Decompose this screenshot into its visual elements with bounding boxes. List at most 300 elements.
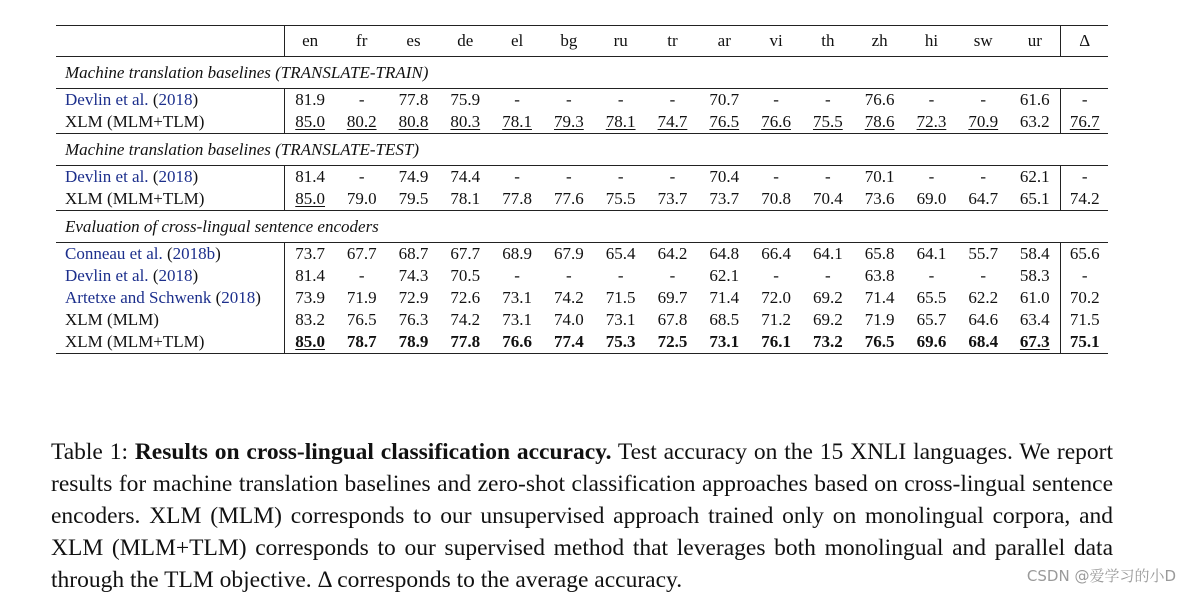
accuracy-value: - (773, 90, 779, 109)
value-cell (698, 287, 750, 309)
accuracy-value: 69.2 (812, 310, 843, 329)
accuracy-value: 77.8 (398, 90, 429, 109)
accuracy-value: - (773, 266, 779, 285)
accuracy-value: - (669, 167, 676, 186)
accuracy-value: 67.3 (1019, 332, 1050, 351)
value-cell (802, 265, 854, 287)
accuracy-value: 76.5 (864, 332, 895, 351)
citation-year[interactable]: 2018 (158, 266, 193, 285)
value-cell (802, 166, 854, 189)
value-cell (1009, 188, 1061, 211)
header-cell: sw (957, 26, 1009, 57)
value-cell (854, 188, 906, 211)
value-cell (595, 309, 647, 331)
value-cell (957, 265, 1009, 287)
accuracy-value: 64.1 (812, 244, 843, 263)
table-row (56, 188, 1108, 211)
accuracy-value: 74.2 (554, 288, 584, 307)
citation-year[interactable]: 2018 (158, 167, 193, 186)
value-cell (906, 331, 958, 354)
accuracy-value: 72.5 (657, 332, 688, 351)
value-cell (1061, 287, 1108, 309)
accuracy-value: 79.5 (398, 189, 429, 208)
header-cell: hi (906, 26, 958, 57)
watermark: CSDN @爱学习的小D (1026, 567, 1176, 585)
accuracy-value: - (773, 167, 779, 186)
value-cell (439, 309, 491, 331)
header-cell: ru (595, 26, 647, 57)
accuracy-value: - (566, 266, 572, 285)
accuracy-value: - (825, 167, 831, 186)
section-title: Evaluation of cross-lingual sentence encoders (56, 211, 1108, 243)
value-cell (647, 166, 699, 189)
value-cell (491, 166, 543, 189)
accuracy-value: - (514, 167, 520, 186)
value-cell (543, 166, 595, 189)
value-cell (491, 309, 543, 331)
table-row (56, 287, 1108, 309)
accuracy-value: 58.3 (1019, 266, 1050, 285)
value-cell (957, 166, 1009, 189)
value-cell (698, 188, 750, 211)
accuracy-value: 74.7 (657, 112, 688, 131)
value-cell (698, 309, 750, 331)
value-cell (336, 111, 388, 134)
accuracy-value: 69.7 (657, 288, 688, 307)
accuracy-value: 71.5 (605, 288, 636, 307)
value-cell (595, 111, 647, 134)
accuracy-value: 73.9 (295, 288, 326, 307)
accuracy-value: 61.0 (1019, 288, 1050, 307)
value-cell (698, 166, 750, 189)
accuracy-value: 78.9 (398, 332, 429, 351)
accuracy-value: 64.1 (916, 244, 947, 263)
value-cell (698, 331, 750, 354)
citation-authors[interactable]: Devlin et al. (65, 90, 149, 109)
accuracy-value: 69.0 (916, 189, 947, 208)
section-row (56, 211, 1108, 243)
accuracy-value: - (566, 90, 572, 109)
accuracy-value: 79.3 (554, 112, 584, 131)
row-label: XLM (MLM+TLM) (56, 331, 284, 354)
value-cell (854, 166, 906, 189)
value-cell (750, 166, 802, 189)
value-cell (491, 331, 543, 354)
accuracy-value: 75.5 (605, 189, 636, 208)
accuracy-value: 73.2 (812, 332, 843, 351)
accuracy-value: - (825, 266, 831, 285)
header-row (56, 26, 1108, 57)
value-cell (957, 331, 1009, 354)
value-cell (854, 265, 906, 287)
citation-authors[interactable]: Devlin et al. (65, 266, 149, 285)
accuracy-value: 70.1 (864, 167, 895, 186)
value-cell (284, 243, 336, 266)
accuracy-value: 80.2 (346, 112, 377, 131)
row-label: Devlin et al. (2018) (56, 166, 284, 189)
value-cell (1009, 309, 1061, 331)
accuracy-value: - (980, 266, 987, 285)
value-cell (388, 287, 440, 309)
accuracy-value: 85.0 (295, 112, 326, 131)
value-cell (543, 331, 595, 354)
accuracy-value: 73.6 (864, 189, 895, 208)
accuracy-value: 76.1 (761, 332, 791, 351)
header-cell: Δ (1061, 26, 1108, 57)
accuracy-value: 70.2 (1069, 288, 1100, 307)
accuracy-value: 72.9 (398, 288, 429, 307)
accuracy-value: - (669, 90, 676, 109)
value-cell (750, 287, 802, 309)
value-cell (906, 265, 958, 287)
value-cell (595, 265, 647, 287)
accuracy-value: 77.8 (450, 332, 481, 351)
accuracy-value: 74.2 (450, 310, 481, 329)
accuracy-value: 74.2 (1069, 189, 1100, 208)
accuracy-value: 76.5 (709, 112, 740, 131)
accuracy-value: 75.9 (450, 90, 481, 109)
accuracy-value: 70.9 (968, 112, 999, 131)
accuracy-value: 78.1 (450, 189, 481, 208)
accuracy-value: 65.7 (916, 310, 947, 329)
accuracy-value: - (980, 167, 987, 186)
value-cell (906, 89, 958, 112)
header-cell: ar (698, 26, 750, 57)
value-cell (802, 89, 854, 112)
value-cell (698, 243, 750, 266)
value-cell (750, 265, 802, 287)
accuracy-value: 63.4 (1019, 310, 1050, 329)
accuracy-value: 71.4 (864, 288, 895, 307)
value-cell (647, 331, 699, 354)
accuracy-value: - (669, 266, 676, 285)
value-cell (1061, 309, 1108, 331)
accuracy-value: 76.3 (398, 310, 429, 329)
accuracy-value: 63.8 (864, 266, 895, 285)
accuracy-value: 74.3 (398, 266, 429, 285)
value-cell (439, 188, 491, 211)
citation-authors[interactable]: Devlin et al. (65, 167, 149, 186)
value-cell (595, 331, 647, 354)
value-cell (1009, 243, 1061, 266)
accuracy-value: 81.9 (295, 90, 326, 109)
value-cell (906, 188, 958, 211)
value-cell (854, 287, 906, 309)
accuracy-value: 67.9 (554, 244, 584, 263)
accuracy-value: - (358, 266, 365, 285)
value-cell (802, 188, 854, 211)
value-cell (491, 243, 543, 266)
value-cell (698, 111, 750, 134)
accuracy-value: 70.5 (450, 266, 481, 285)
value-cell (750, 89, 802, 112)
accuracy-value: 71.4 (709, 288, 740, 307)
value-cell (439, 111, 491, 134)
section-title: Machine translation baselines (TRANSLATE-TEST) (56, 134, 1108, 166)
accuracy-value: 67.8 (657, 310, 688, 329)
value-cell (750, 309, 802, 331)
header-cell: bg (543, 26, 595, 57)
value-cell (1061, 111, 1108, 134)
table-row (56, 309, 1108, 331)
header-corner (56, 26, 284, 57)
accuracy-value: 63.2 (1019, 112, 1050, 131)
accuracy-value: 68.7 (398, 244, 429, 263)
accuracy-value: - (617, 266, 624, 285)
value-cell (698, 265, 750, 287)
value-cell (595, 166, 647, 189)
value-cell (284, 331, 336, 354)
value-cell (698, 89, 750, 112)
row-label: Artetxe and Schwenk (2018) (56, 287, 284, 309)
value-cell (1061, 188, 1108, 211)
value-cell (284, 166, 336, 189)
accuracy-value: 83.2 (295, 310, 326, 329)
value-cell (336, 309, 388, 331)
header-cell: en (284, 26, 336, 57)
value-cell (802, 243, 854, 266)
citation-authors[interactable]: Conneau et al. (65, 244, 163, 263)
value-cell (439, 243, 491, 266)
accuracy-value: - (358, 167, 365, 186)
value-cell (543, 89, 595, 112)
value-cell (854, 309, 906, 331)
accuracy-value: 74.4 (450, 167, 481, 186)
value-cell (1009, 111, 1061, 134)
caption-lead: Results on cross-lingual classification accuracy. (134, 438, 612, 465)
value-cell (906, 287, 958, 309)
value-cell (906, 309, 958, 331)
accuracy-value: 79.0 (346, 189, 377, 208)
row-label: XLM (MLM) (56, 309, 284, 331)
value-cell (336, 89, 388, 112)
value-cell (647, 89, 699, 112)
value-cell (854, 243, 906, 266)
value-cell (647, 188, 699, 211)
header-cell: es (388, 26, 440, 57)
accuracy-value: 76.7 (1069, 112, 1100, 131)
accuracy-value: - (928, 266, 935, 285)
value-cell (284, 287, 336, 309)
accuracy-value: 76.6 (864, 90, 895, 109)
accuracy-value: 76.5 (346, 310, 377, 329)
row-label: Devlin et al. (2018) (56, 89, 284, 112)
accuracy-value: 65.1 (1019, 189, 1050, 208)
accuracy-value: 62.2 (968, 288, 999, 307)
value-cell (1009, 287, 1061, 309)
value-cell (388, 188, 440, 211)
accuracy-value: 74.0 (554, 310, 584, 329)
value-cell (906, 166, 958, 189)
value-cell (595, 243, 647, 266)
value-cell (439, 265, 491, 287)
accuracy-value: - (928, 167, 935, 186)
accuracy-value: 72.6 (450, 288, 481, 307)
header-cell: tr (647, 26, 699, 57)
value-cell (543, 188, 595, 211)
value-cell (491, 287, 543, 309)
accuracy-value: 74.9 (398, 167, 429, 186)
value-cell (491, 188, 543, 211)
accuracy-value: 55.7 (968, 244, 999, 263)
value-cell (1061, 331, 1108, 354)
value-cell (1009, 166, 1061, 189)
accuracy-value: 65.5 (916, 288, 947, 307)
value-cell (1061, 166, 1108, 189)
value-cell (388, 89, 440, 112)
row-label: XLM (MLM+TLM) (56, 111, 284, 134)
accuracy-value: 73.7 (709, 189, 740, 208)
accuracy-value: 76.6 (761, 112, 791, 131)
value-cell (388, 331, 440, 354)
row-label: Conneau et al. (2018b) (56, 243, 284, 266)
accuracy-value: 75.1 (1069, 332, 1100, 351)
accuracy-value: 77.6 (554, 189, 584, 208)
accuracy-value: 72.3 (916, 112, 947, 131)
accuracy-value: 64.6 (968, 310, 999, 329)
accuracy-value: - (1081, 167, 1088, 186)
value-cell (802, 309, 854, 331)
value-cell (647, 111, 699, 134)
value-cell (284, 111, 336, 134)
accuracy-value: - (980, 90, 987, 109)
header-cell: fr (336, 26, 388, 57)
accuracy-value: 64.7 (968, 189, 999, 208)
value-cell (388, 243, 440, 266)
accuracy-value: - (566, 167, 572, 186)
accuracy-value: 66.4 (761, 244, 791, 263)
value-cell (802, 287, 854, 309)
accuracy-value: 65.6 (1069, 244, 1100, 263)
value-cell (750, 111, 802, 134)
value-cell (336, 188, 388, 211)
value-cell (957, 243, 1009, 266)
value-cell (957, 287, 1009, 309)
value-cell (336, 243, 388, 266)
value-cell (957, 111, 1009, 134)
table-body (56, 26, 1108, 354)
accuracy-value: 70.7 (709, 90, 740, 109)
accuracy-value: 73.1 (709, 332, 740, 351)
caption-label: Table 1: (51, 438, 135, 465)
citation-year[interactable]: 2018 (221, 288, 256, 307)
value-cell (906, 111, 958, 134)
accuracy-value: 78.6 (864, 112, 895, 131)
table-row (56, 243, 1108, 266)
value-cell (388, 309, 440, 331)
header-cell: th (802, 26, 854, 57)
accuracy-value: 78.7 (346, 332, 377, 351)
value-cell (1009, 265, 1061, 287)
value-cell (854, 111, 906, 134)
accuracy-value: 70.4 (812, 189, 843, 208)
accuracy-value: 81.4 (295, 266, 326, 285)
accuracy-value: 62.1 (709, 266, 740, 285)
value-cell (595, 89, 647, 112)
value-cell (336, 265, 388, 287)
accuracy-value: 68.4 (968, 332, 999, 351)
section-row (56, 134, 1108, 166)
accuracy-value: 61.6 (1019, 90, 1050, 109)
accuracy-value: 73.1 (605, 310, 636, 329)
value-cell (957, 89, 1009, 112)
row-label: Devlin et al. (2018) (56, 265, 284, 287)
value-cell (491, 265, 543, 287)
citation-year[interactable]: 2018 (158, 90, 193, 109)
accuracy-value: 67.7 (346, 244, 377, 263)
accuracy-value: - (514, 266, 520, 285)
accuracy-value: 73.7 (295, 244, 326, 263)
citation-year[interactable]: 2018b (172, 244, 216, 263)
accuracy-value: 72.0 (761, 288, 791, 307)
accuracy-value: - (1081, 266, 1088, 285)
value-cell (388, 265, 440, 287)
value-cell (543, 265, 595, 287)
accuracy-value: 67.7 (450, 244, 481, 263)
value-cell (1061, 89, 1108, 112)
accuracy-value: 65.4 (605, 244, 636, 263)
value-cell (595, 287, 647, 309)
section-row (56, 57, 1108, 89)
value-cell (336, 166, 388, 189)
accuracy-value: 85.0 (295, 332, 326, 351)
accuracy-value: - (1081, 90, 1088, 109)
citation-authors[interactable]: Artetxe and Schwenk (65, 288, 212, 307)
value-cell (491, 89, 543, 112)
accuracy-value: 71.9 (346, 288, 377, 307)
value-cell (439, 287, 491, 309)
value-cell (543, 309, 595, 331)
value-cell (336, 331, 388, 354)
accuracy-value: 71.2 (761, 310, 791, 329)
value-cell (543, 243, 595, 266)
accuracy-value: 85.0 (295, 189, 326, 208)
accuracy-value: - (617, 167, 624, 186)
accuracy-value: 80.3 (450, 112, 481, 131)
value-cell (957, 188, 1009, 211)
accuracy-value: 70.4 (709, 167, 740, 186)
header-cell: el (491, 26, 543, 57)
value-cell (750, 188, 802, 211)
header-cell: de (439, 26, 491, 57)
results-table (56, 25, 1108, 354)
table-row (56, 89, 1108, 112)
table-row (56, 111, 1108, 134)
value-cell (750, 243, 802, 266)
header-cell: ur (1009, 26, 1061, 57)
accuracy-value: 71.9 (864, 310, 895, 329)
accuracy-value: 64.8 (709, 244, 740, 263)
value-cell (1009, 89, 1061, 112)
caption-text: Test accuracy on the 15 XNLI languages. We report results for machine translation baselines and zero-shot classification approaches based on cross-lingual sentence encoders. XLM (MLM) corresponds to our unsupervised approach trained only on monolingual corpora, and XLM (MLM+TLM) corresponds to our supervised method that leverages both monolingual and parallel data through the TLM objective. Δ corresponds to the average accuracy. (51, 438, 1113, 593)
accuracy-value: 58.4 (1019, 244, 1050, 263)
value-cell (543, 111, 595, 134)
accuracy-value: 75.5 (812, 112, 843, 131)
value-cell (336, 287, 388, 309)
value-cell (802, 331, 854, 354)
value-cell (284, 89, 336, 112)
accuracy-value: 78.1 (502, 112, 532, 131)
accuracy-value: 68.9 (502, 244, 532, 263)
accuracy-value: 73.7 (657, 189, 688, 208)
accuracy-value: 73.1 (502, 310, 532, 329)
row-label: XLM (MLM+TLM) (56, 188, 284, 211)
accuracy-value: 68.5 (709, 310, 740, 329)
value-cell (595, 188, 647, 211)
value-cell (388, 111, 440, 134)
value-cell (647, 243, 699, 266)
accuracy-value: 78.1 (605, 112, 636, 131)
